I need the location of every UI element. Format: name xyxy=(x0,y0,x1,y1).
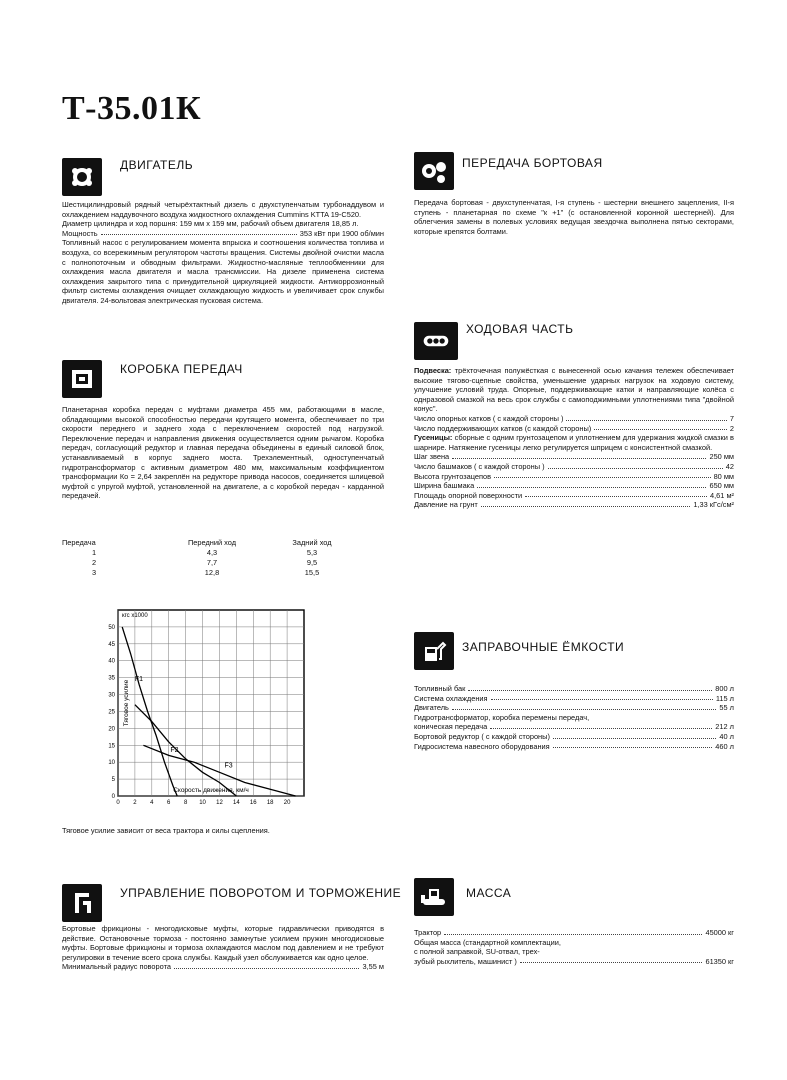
final-drive-icon xyxy=(414,152,454,190)
tracks-description: сборные с одним грунтозацепом и уплотнением для удержания жидкой смазки в шарнире. Натяжение гусеницы легко регулируется шприцем с консистентной смазкой. xyxy=(414,433,734,452)
undercarriage-section xyxy=(414,366,734,510)
turn-radius-row xyxy=(62,962,384,972)
track-icon xyxy=(414,322,458,360)
fuel-pump-icon xyxy=(414,632,454,670)
spec-label: Двигатель xyxy=(414,703,449,713)
table-row xyxy=(62,548,362,558)
spec-row xyxy=(414,684,734,694)
chart-caption: Тяговое усилие зависит от веса трактора и силы сцепления. xyxy=(62,826,270,835)
spec-value: 800 л xyxy=(715,684,734,693)
final-drive-heading: ПЕРЕДАЧА БОРТОВАЯ xyxy=(462,156,603,170)
table-cell: 15,5 xyxy=(304,568,320,577)
x-axis-label: Скорость движения, км/ч xyxy=(173,787,249,794)
spec-label: Бортовой редуктор ( с каждой стороны) xyxy=(414,731,550,741)
undercarriage-heading: ХОДОВАЯ ЧАСТЬ xyxy=(466,322,574,336)
gt-line: Гидротрансформатор, коробка перемены передач, xyxy=(414,712,590,722)
engine-power-row xyxy=(62,229,384,239)
spec-value: 2 xyxy=(729,423,734,433)
x-tick-label: 18 xyxy=(266,800,274,806)
gearbox-section xyxy=(62,405,384,501)
table-cell: 2 xyxy=(92,558,97,567)
table-row xyxy=(62,568,362,578)
steering-section xyxy=(62,924,384,972)
spec-label: Топливный бак xyxy=(414,684,466,693)
table-cell: 9,5 xyxy=(306,558,318,567)
engine-bore-stroke: Диаметр цилиндра и ход поршня: 159 мм х 159 мм, рабочий объем двигателя 18,85 л. xyxy=(62,219,359,229)
spec-value: 250 мм xyxy=(709,452,734,462)
engine-description: Шестицилиндровый рядный четырёхтактный дизель с двухступенчатым турбонаддувом и охлаждением наддувочного воздуха жидкостного охлаждения Cummins KTTA 19-C520. xyxy=(62,200,384,219)
spec-label: Гидросистема навесного оборудования xyxy=(414,741,550,751)
spec-row xyxy=(414,424,734,434)
spec-row xyxy=(414,414,734,424)
x-tick-label: 2 xyxy=(133,800,137,806)
spec-value: 4,61 м² xyxy=(710,490,734,500)
spec-value: 7 xyxy=(729,413,734,423)
total-mass-line: с полной заправкой, SU-отвал, трех- xyxy=(414,947,540,957)
engine-section xyxy=(62,200,384,306)
plot-frame xyxy=(118,610,304,796)
table-cell: 7,7 xyxy=(206,558,218,567)
spec-value: 115 л xyxy=(715,693,734,703)
gear-speed-table xyxy=(62,538,362,578)
suspension-text xyxy=(414,366,734,414)
spec-row xyxy=(414,928,734,938)
spec-row xyxy=(414,722,734,732)
x-tick-label: 12 xyxy=(216,800,223,806)
spec-row xyxy=(414,462,734,472)
table-cell: 5,3 xyxy=(306,548,318,557)
page-title: Т-35.01К xyxy=(62,90,202,127)
spec-label: коническая передача xyxy=(414,722,488,732)
spec-label: Число опорных катков ( с каждой стороны ) xyxy=(414,413,564,423)
spec-value: 42 xyxy=(725,461,734,471)
tractor-icon xyxy=(414,878,454,916)
x-tick-label: 16 xyxy=(249,800,257,806)
spec-row xyxy=(414,957,734,967)
y-tick-label: 20 xyxy=(108,726,115,733)
steering-heading: УПРАВЛЕНИЕ ПОВОРОТОМ И ТОРМОЖЕНИЕ xyxy=(120,886,402,900)
y-tick-label: 35 xyxy=(108,675,115,682)
spec-label: Число башмаков ( с каждой стороны ) xyxy=(414,461,545,471)
y-tick-label: 50 xyxy=(108,624,115,631)
spec-label: Высота грунтозацепов xyxy=(414,471,492,481)
y-tick-label: 5 xyxy=(111,777,115,784)
tracks-text xyxy=(414,433,734,452)
turn-radius-label: Минимальный радиус поворота xyxy=(62,962,171,972)
capacities-heading: ЗАПРАВОЧНЫЕ ЁМКОСТИ xyxy=(462,640,625,654)
spec-row xyxy=(414,732,734,742)
y-tick-label: 30 xyxy=(108,692,115,699)
turn-radius-value: 3,55 м xyxy=(362,962,384,972)
mass-section xyxy=(414,928,734,966)
table-header: Передний ход xyxy=(187,538,237,547)
spec-label: Система охлаждения xyxy=(414,693,488,703)
spec-row xyxy=(414,491,734,501)
spec-label: Ширина башмака xyxy=(414,481,475,491)
y-tick-label: 0 xyxy=(111,794,115,800)
tractor-mass-value: 45000 кг xyxy=(705,928,734,937)
series-label-f2: F2 xyxy=(170,747,179,755)
x-tick-label: 20 xyxy=(283,800,291,806)
x-tick-label: 8 xyxy=(183,800,188,806)
spec-row xyxy=(414,472,734,482)
engine-icon xyxy=(62,158,102,196)
y-tick-label: 15 xyxy=(108,743,115,750)
spec-value: 460 л xyxy=(715,741,734,751)
x-tick-label: 0 xyxy=(116,800,120,806)
traction-chart-svg xyxy=(96,600,316,816)
final-drive-description: Передача бортовая - двухступенчатая, I-я ступень - шестерни внешнего зацепления, II-я ступень - планетарная по схеме "к +1" (с остановленной коронной шестерней). Для облегчения замены в полевых условиях ведущая звездочка выполнена пятью секторами, которые крепятся болтами. xyxy=(414,198,734,236)
total-mass-label: зубый рыхлитель, машинист ) xyxy=(414,956,517,966)
spec-value: 212 л xyxy=(715,722,734,732)
total-mass-line: Общая масса (стандартной комплектации, xyxy=(414,937,561,947)
spec-row xyxy=(414,481,734,491)
table-cell: 1 xyxy=(92,548,97,557)
table-cell: 3 xyxy=(92,568,97,577)
engine-power-value: 353 кВт при 1900 об/мин xyxy=(299,228,384,238)
series-label-f3: F3 xyxy=(224,762,233,770)
mass-heading: МАССА xyxy=(466,886,512,900)
spec-value: 1,33 кГс/см² xyxy=(693,500,734,510)
x-tick-label: 10 xyxy=(199,800,206,806)
spec-value: 40 л xyxy=(719,731,734,741)
x-tick-label: 14 xyxy=(233,800,240,806)
steering-icon xyxy=(62,884,102,922)
spec-row xyxy=(414,694,734,704)
y-unit-label: кгс х1000 xyxy=(122,613,148,619)
y-axis-label: Тяговое усилие xyxy=(123,679,130,727)
spec-row xyxy=(414,500,734,510)
gearbox-description: Планетарная коробка передач с муфтами диаметра 455 мм, работающими в масле, обладающими высокой способностью передачи крутящего момента, обеспечивает по три скорости переднего и заднего хода с переключением скоростей под нагрузкой. Переключение передач и направления движения осуществляется одним рычагом. Коробка передач, согласующий редуктор и главная передача объединены в единый силовой блок, устанавливаемый в корпус заднего моста. Трехэлементный, одноступенчатый гидротрансформатор с активным диаметром 480 мм, максимальным коэффициентом трансформации Ко = 2,64 закреплён на редукторе привода насосов, соединяется шлицевой муфтой с упругой муфтой, установленной на двигателе, а с коробкой передач - карданной передачей. xyxy=(62,405,384,501)
final-drive-section xyxy=(414,198,734,236)
spec-value: 650 мм xyxy=(709,481,734,491)
spec-label: Давление на грунт xyxy=(414,500,478,510)
table-cell: 4,3 xyxy=(206,548,218,557)
table-row xyxy=(62,558,362,568)
y-tick-label: 10 xyxy=(108,760,115,767)
x-tick-label: 6 xyxy=(167,800,171,806)
table-cell: 12,8 xyxy=(204,568,220,577)
table-header: Задний ход xyxy=(292,538,332,547)
traction-chart xyxy=(96,600,316,816)
y-tick-label: 45 xyxy=(108,641,115,648)
gearbox-heading: КОРОБКА ПЕРЕДАЧ xyxy=(120,362,243,376)
total-mass-value: 61350 кг xyxy=(705,956,734,966)
spec-label: Площадь опорной поверхности xyxy=(414,490,523,500)
spec-value: 80 мм xyxy=(713,471,734,481)
engine-systems: Топливный насос с регулированием момента впрыска и соотношения количества топлива и воздуха, со всережимным регулятором частоты вращения. Системы двойной очистки масла с полнопоточным и обводным фильтрами. Жидкостно-масляные теплообменники для охлаждения масла двигателя и масла трансмиссии. На дизеле применена система охлаждения закрытого типа с принудительной циркуляцией жидкости. Антикоррозионный фильтр системы охлаждения очищает охлаждающую жидкость и увеличивает срок службы двигателя. 24-вольтовая электрическая пусковая система. xyxy=(62,238,384,305)
gearbox-icon xyxy=(62,360,102,398)
engine-power-label: Мощность xyxy=(62,228,98,238)
tractor-mass-label: Трактор xyxy=(414,928,442,937)
spec-label: Шаг звена xyxy=(414,452,450,462)
suspension-label: Подвеска: xyxy=(414,366,452,375)
series-label-f1: F1 xyxy=(134,676,144,684)
table-header-row xyxy=(62,538,362,548)
y-tick-label: 25 xyxy=(108,709,115,716)
capacities-section xyxy=(414,684,734,751)
table-header: Передача xyxy=(62,538,96,547)
y-tick-label: 40 xyxy=(108,658,115,665)
spec-row xyxy=(414,703,734,713)
spec-row xyxy=(414,452,734,462)
x-tick-label: 4 xyxy=(150,800,154,806)
spec-row xyxy=(414,742,734,752)
steering-description: Бортовые фрикционы - многодисковые муфты, которые гидравлически приводятся в действие. Остановочные тормоза - постоянно замкнутые усилием пружин многодисковые муфты. Бортовые фрикционы и тормоза охлаждаются маслом под давлением и не требуют регулировки в течение всего срока службы. Каждый узел обслуживается как одно целое. xyxy=(62,924,384,962)
tracks-label: Гусеницы: xyxy=(414,433,453,443)
suspension-description: трёхточечная полужёсткая с вынесенной осью качания тележек обеспечивает высокие тягово-сцепные свойства, уменьшение ударных нагрузок на ходовую систему, улучшение условий труда. Опорные, поддерживающие катки и направляющие колёса с однразовой смазкой на весь срок службы с самоподжимными уплотнениями типа "двойной конус". xyxy=(414,366,734,414)
spec-label: Число поддерживающих катков (с каждой стороны) xyxy=(414,423,592,433)
spec-value: 55 л xyxy=(719,703,734,713)
engine-heading: ДВИГАТЕЛЬ xyxy=(120,158,194,172)
